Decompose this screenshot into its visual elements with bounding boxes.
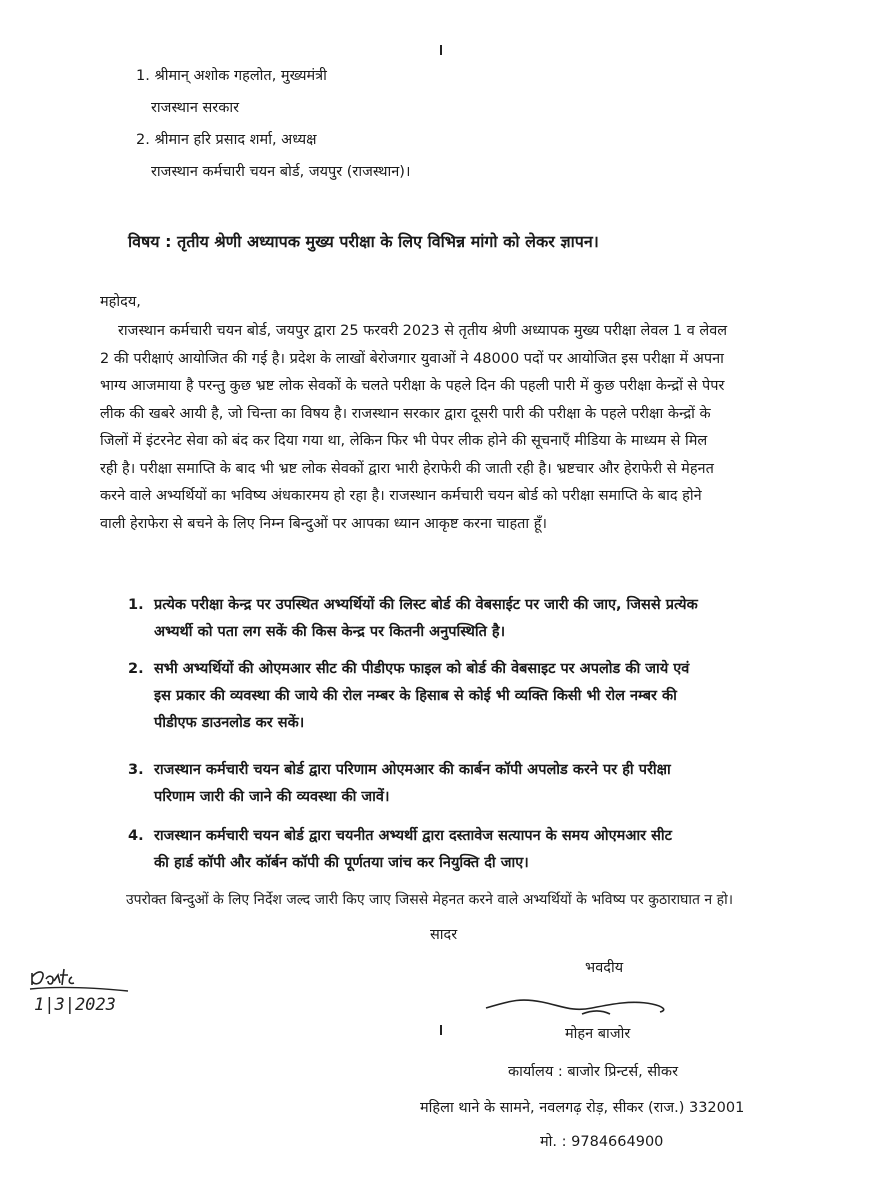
body-line: जिलों में इंटरनेट सेवा को बंद कर दिया गया था, लेकिन फिर भी पेपर लीक होने की सूचनाएँ मीडिया के माध्यम से मिल xyxy=(100,433,708,449)
point-number: 2. xyxy=(128,661,144,677)
body-line: लीक की खबरे आयी है, जो चिन्ता का विषय है। राजस्थान सरकार द्वारा दूसरी पारी की परीक्षा के पहले परीक्षा केन्द्रों के xyxy=(100,405,711,422)
point-line: प्रत्येक परीक्षा केन्द्र पर उपस्थित अभ्यर्थियों की लिस्ट बोर्ड की वेबसाईट पर जारी की जाए, जिससे प्रत्येक xyxy=(154,597,698,613)
demand-point-1 xyxy=(128,592,828,648)
point-line: सभी अभ्यर्थियों की ओएमआर सीट की पीडीएफ फाइल को बोर्ड की वेबसाइट पर अपलोड की जाये एवं xyxy=(154,661,690,677)
body-line: भाग्य आजमाया है परन्तु कुछ भ्रष्ट लोक सेवकों के चलते परीक्षा के पहले दिन की पहली पारी में कुछ परीक्षा केन्द्रों से पेपर xyxy=(100,378,725,394)
body-line: 2 की परीक्षाएं आयोजित की गई है। प्रदेश के लाखों बेरोजगार युवाओं ने 48000 पदों पर आयोजित इस परीक्षा में अपना xyxy=(100,350,724,367)
page-mark-top xyxy=(440,45,442,55)
sender-office: कार्यालय : बाजोर प्रिन्टर्स, सीकर xyxy=(508,1064,679,1080)
point-line: राजस्थान कर्मचारी चयन बोर्ड द्वारा परिणाम ओएमआर की कार्बन कॉपी अपलोड करने पर ही परीक्षा xyxy=(154,762,671,778)
sender-address: महिला थाने के सामने, नवलगढ़ रोड़, सीकर (राज.) 332001 xyxy=(420,1100,745,1116)
body-line: रही है। परीक्षा समाप्ति के बाद भी भ्रष्ट लोक सेवकों द्वारा भारी हेराफेरी की जाती रही है। भ्रष्टचार और हेराफेरी से मेहनत xyxy=(100,460,714,477)
closing-line: उपरोक्त बिन्दुओं के लिए निर्देश जल्द जारी किए जाए जिससे मेहनत करने वाले अभ्यर्थियों के भविष्य पर कुठाराघात न हो। xyxy=(126,892,734,908)
point-number: 3. xyxy=(128,762,144,778)
sender-name: मोहन बाजोर xyxy=(565,1026,631,1042)
demand-point-2 xyxy=(128,656,828,740)
addressee-line-4: राजस्थान कर्मचारी चयन बोर्ड, जयपुर (राजस्थान)। xyxy=(151,164,411,180)
point-number: 4. xyxy=(128,828,144,844)
body-paragraph xyxy=(100,318,820,538)
sender-phone: मो. : 9784664900 xyxy=(540,1134,664,1150)
addressee-line-2: राजस्थान सरकार xyxy=(151,100,240,116)
point-line: अभ्यर्थी को पता लग सकें की किस केन्द्र पर कितनी अनुपस्थिति है। xyxy=(154,624,506,640)
demand-point-3 xyxy=(128,757,828,813)
svg-text:1|3|2023: 1|3|2023 xyxy=(34,995,116,1015)
point-line: पीडीएफ डाउनलोड कर सकें। xyxy=(154,715,305,731)
point-line: इस प्रकार की व्यवस्था की जाये की रोल नम्बर के हिसाब से कोई भी व्यक्ति किसी भी रोल नम्बर की xyxy=(154,688,677,704)
bhavdiya-text: भवदीय xyxy=(585,960,624,976)
body-line: राजस्थान कर्मचारी चयन बोर्ड, जयपुर द्वारा 25 फरवरी 2023 से तृतीय श्रेणी अध्यापक मुख्य परीक्षा लेवल 1 व लेवल xyxy=(118,323,728,339)
point-line: परिणाम जारी की जाने की व्यवस्था की जावें। xyxy=(154,789,390,805)
salutation: महोदय, xyxy=(100,294,141,310)
body-line: करने वाले अभ्यर्थियों का भविष्य अंधकारमय हो रहा है। राजस्थान कर्मचारी चयन बोर्ड को परीक्षा समाप्ति के बाद होने xyxy=(100,488,702,504)
demand-point-4 xyxy=(128,823,828,879)
sadar-text: सादर xyxy=(430,927,458,943)
body-line: वाली हेराफेरा से बचने के लिए निम्न बिन्दुओं पर आपका ध्यान आकृष्ट करना चाहता हूँ। xyxy=(100,515,547,532)
page-mark-bottom xyxy=(440,1025,442,1035)
subject-line: विषय : तृतीय श्रेणी अध्यापक मुख्य परीक्षा के लिए विभिन्न मांगो को लेकर ज्ञापन। xyxy=(128,232,599,251)
point-line: राजस्थान कर्मचारी चयन बोर्ड द्वारा चयनीत अभ्यर्थी द्वारा दस्तावेज सत्यापन के समय ओएमआर सीट xyxy=(154,828,672,844)
point-line: की हार्ड कॉपी और कॉर्बन कॉपी की पूर्णतया जांच कर नियुक्ति दी जाए। xyxy=(154,855,529,871)
point-number: 1. xyxy=(128,597,144,613)
handwritten-date-note xyxy=(28,965,138,1020)
addressee-line-3: 2. श्रीमान हरि प्रसाद शर्मा, अध्यक्ष xyxy=(136,132,317,148)
addressee-line-1: 1. श्रीमान् अशोक गहलोत, मुख्यमंत्री xyxy=(136,68,327,84)
